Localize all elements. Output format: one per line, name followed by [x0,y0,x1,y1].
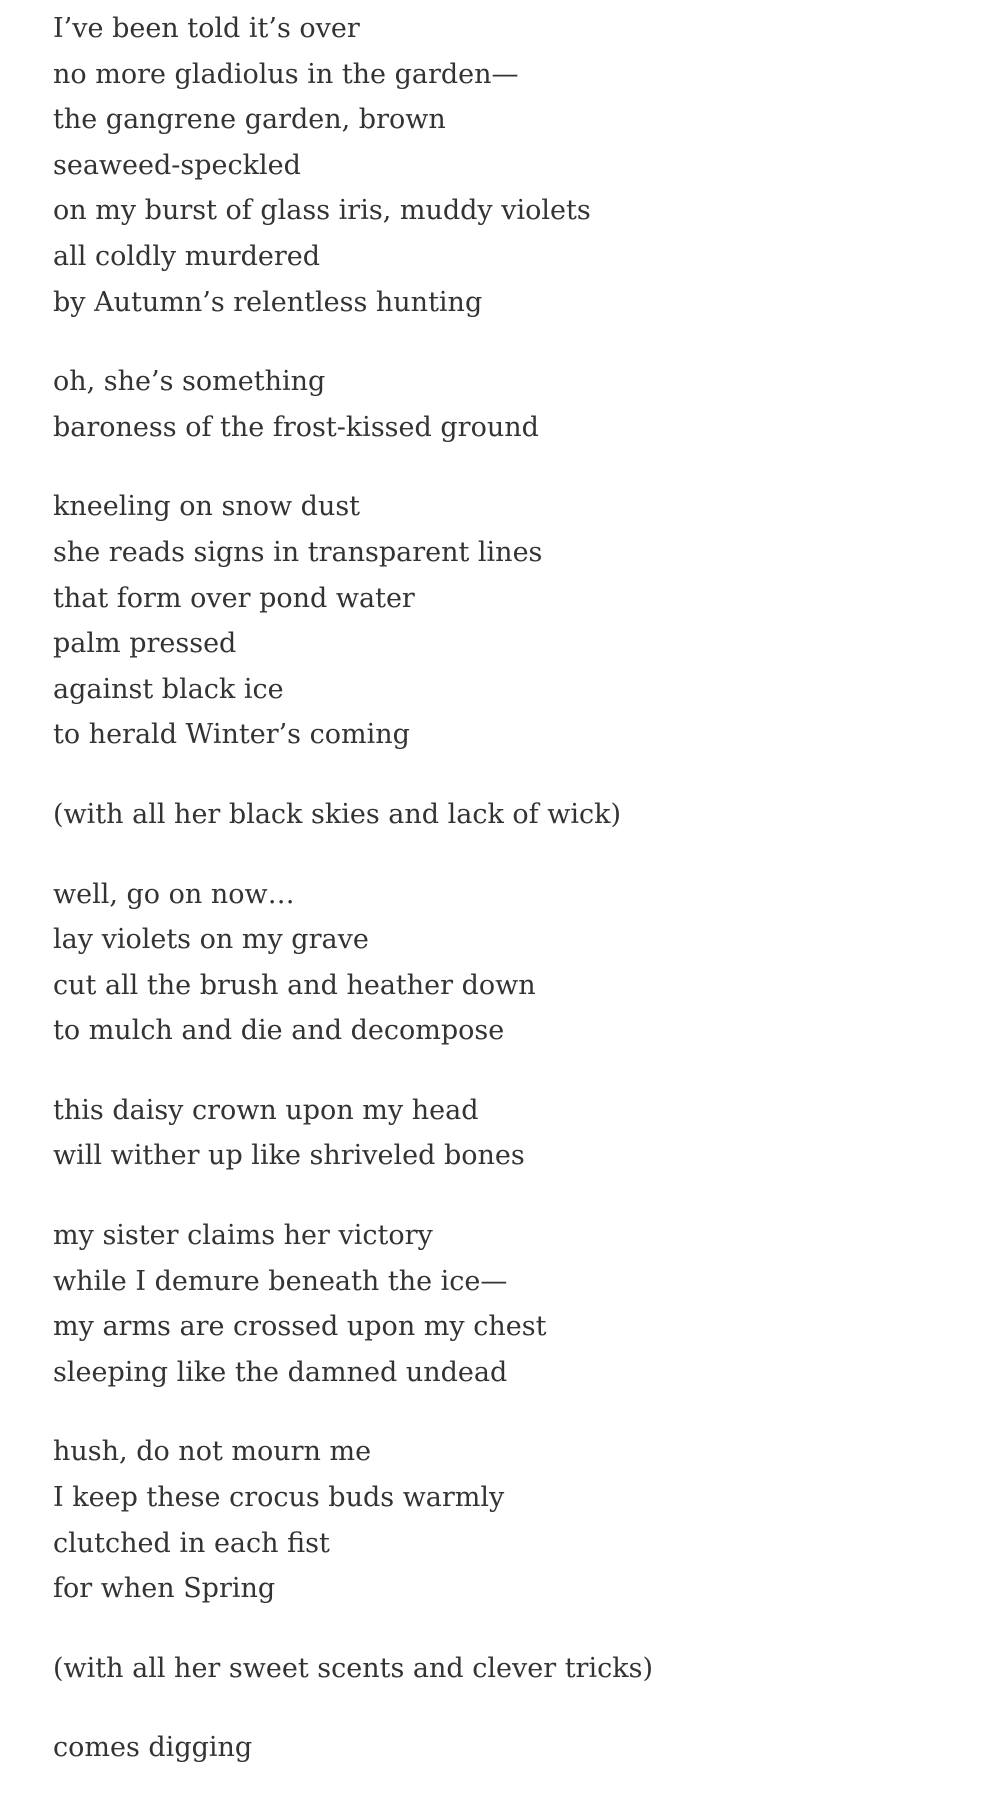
poem-line: this daisy crown upon my head [53,1094,479,1126]
poem-line: against black ice [53,673,284,705]
poem-stanza [53,1213,973,1395]
poem-line: on my burst of glass iris, muddy violets [53,195,591,227]
poem-line: comes digging [53,1732,253,1764]
poem-line: will wither up like shriveled bones [53,1140,525,1172]
poem-line: clutched in each fist [53,1527,330,1559]
poem-body [53,6,973,1805]
poem-line: to mulch and die and decompose [53,1015,505,1047]
poem-stanza [53,359,973,450]
poem-line: no more gladiolus in the garden— [53,58,519,90]
poem-stanza [53,1646,973,1692]
poem-line: to herald Winter’s coming [53,719,410,751]
poem-stanza [53,872,973,1054]
poem-stanza [53,1088,973,1179]
poem-line: lay violets on my grave [53,924,369,956]
poem-line: cut all the brush and heather down [53,969,536,1001]
poem-stanza [53,6,973,325]
poem-line: for when Spring [53,1573,276,1605]
poem-line: well, go on now… [53,878,295,910]
poem-line: (with all her black skies and lack of wick) [53,798,622,830]
poem-line: palm pressed [53,628,237,660]
poem-line: baroness of the frost-kissed ground [53,411,539,443]
poem-line: seaweed-speckled [53,149,301,181]
poem-line: that form over pond water [53,582,415,614]
poem-stanza [53,1429,973,1611]
poem-line: I keep these crocus buds warmly [53,1482,505,1514]
poem-stanza [53,484,973,758]
poem-line: my sister claims her victory [53,1220,433,1252]
poem-line: (with all her sweet scents and clever tricks) [53,1652,653,1684]
poem-line: I’ve been told it’s over [53,13,360,44]
poem-stanza [53,1725,973,1771]
poem-line: by Autumn’s relentless hunting [53,286,483,318]
poem-line: hush, do not mourn me [53,1436,372,1468]
poem-line: kneeling on snow dust [53,491,361,523]
poem-stanza [53,792,973,838]
poem-line: all coldly murdered [53,240,321,272]
poem-line: the gangrene garden, brown [53,104,446,136]
poem-line: oh, she’s something [53,366,326,398]
poem-line: she reads signs in transparent lines [53,536,543,568]
poem-line: my arms are crossed upon my chest [53,1311,547,1343]
poem-line: sleeping like the damned undead [53,1356,508,1388]
poem-line: while I demure beneath the ice— [53,1265,508,1297]
